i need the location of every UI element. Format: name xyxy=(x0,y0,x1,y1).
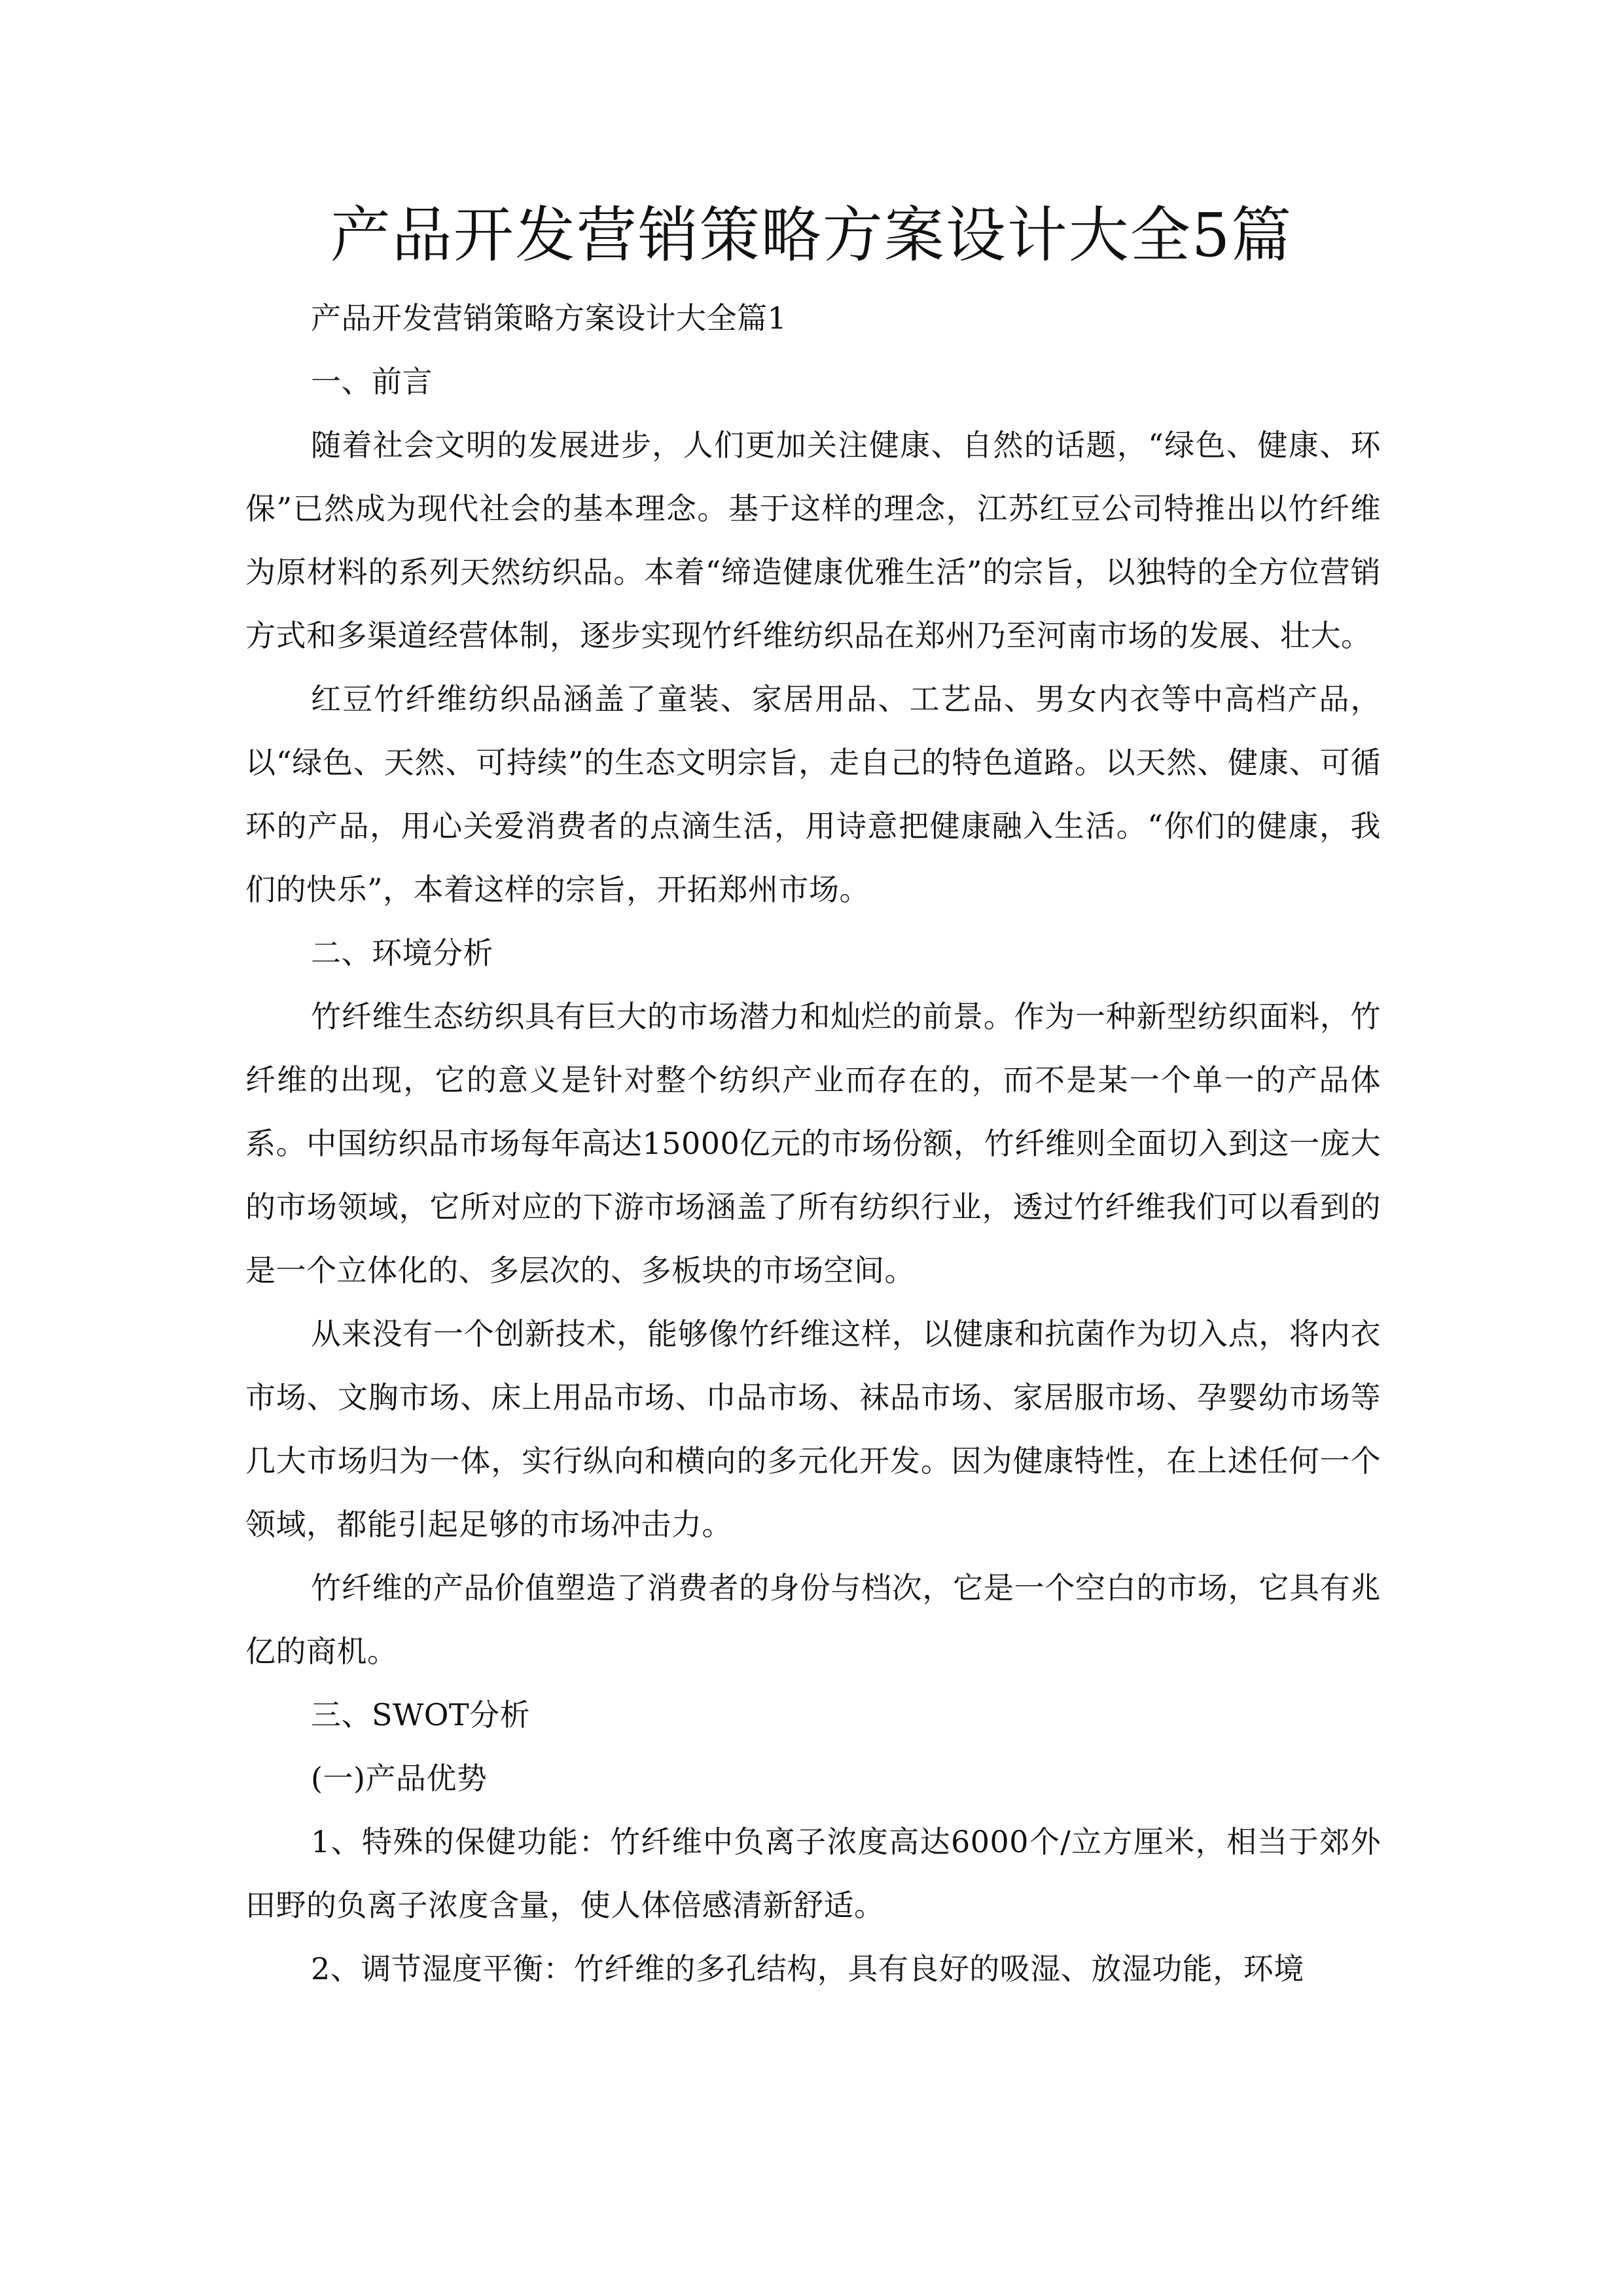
paragraph: 随着社会文明的发展进步，人们更加关注健康、自然的话题，“绿色、健康、环保”已然成为现代社会的基本理念。基于这样的理念，江苏红豆公司特推出以竹纤维为原材料的系列天然纺织品。本着“缔造健康优雅生活”的宗旨，以独特的全方位营销方式和多渠道经营体制，逐步实现竹纤维纺织品在郑州乃至河南市场的发展、壮大。 xyxy=(245,427,1381,653)
paragraph: 竹纤维的产品价值塑造了消费者的身份与档次，它是一个空白的市场，它具有兆亿的商机。 xyxy=(245,1570,1381,1669)
paragraph: 红豆竹纤维纺织品涵盖了童装、家居用品、工艺品、男女内衣等中高档产品，以“绿色、天然、可持续”的生态文明宗旨，走自己的特色道路。以天然、健康、可循环的产品，用心关爱消费者的点滴生活，用诗意把健康融入生活。“你们的健康，我们的快乐”，本着这样的宗旨，开拓郑州市场。 xyxy=(245,681,1381,907)
heading-preface: 一、前言 xyxy=(311,364,433,399)
subheading-product-advantages: (一)产品优势 xyxy=(311,1761,488,1796)
list-item: 1、特殊的保健功能：竹纤维中负离子浓度高达6000个/立方厘米，相当于郊外田野的负离子浓度含量，使人体倍感清新舒适。 xyxy=(245,1824,1381,1923)
section-subtitle: 产品开发营销策略方案设计大全篇1 xyxy=(311,300,787,336)
document-title: 产品开发营销策略方案设计大全5篇 xyxy=(330,200,1293,270)
document-body xyxy=(245,287,1381,2001)
paragraph: 竹纤维生态纺织具有巨大的市场潜力和灿烂的前景。作为一种新型纺织面料，竹纤维的出现，它的意义是针对整个纺织产业而存在的，而不是某一个单一的产品体系。中国纺织品市场每年高达15000亿元的市场份额，竹纤维则全面切入到这一庞大的市场领域，它所对应的下游市场涵盖了所有纺织行业，透过竹纤维我们可以看到的是一个立体化的、多层次的、多板块的市场空间。 xyxy=(245,999,1381,1288)
paragraph: 从来没有一个创新技术，能够像竹纤维这样，以健康和抗菌作为切入点，将内衣市场、文胸市场、床上用品市场、巾品市场、袜品市场、家居服市场、孕婴幼市场等几大市场归为一体，实行纵向和横向的多元化开发。因为健康特性，在上述任何一个领域，都能引起足够的市场冲击力。 xyxy=(245,1316,1381,1542)
heading-swot-analysis: 三、SWOT分析 xyxy=(311,1697,531,1732)
list-item: 2、调节湿度平衡：竹纤维的多孔结构，具有良好的吸湿、放湿功能，环境 xyxy=(311,1951,1304,1986)
heading-environment-analysis: 二、环境分析 xyxy=(311,935,493,971)
